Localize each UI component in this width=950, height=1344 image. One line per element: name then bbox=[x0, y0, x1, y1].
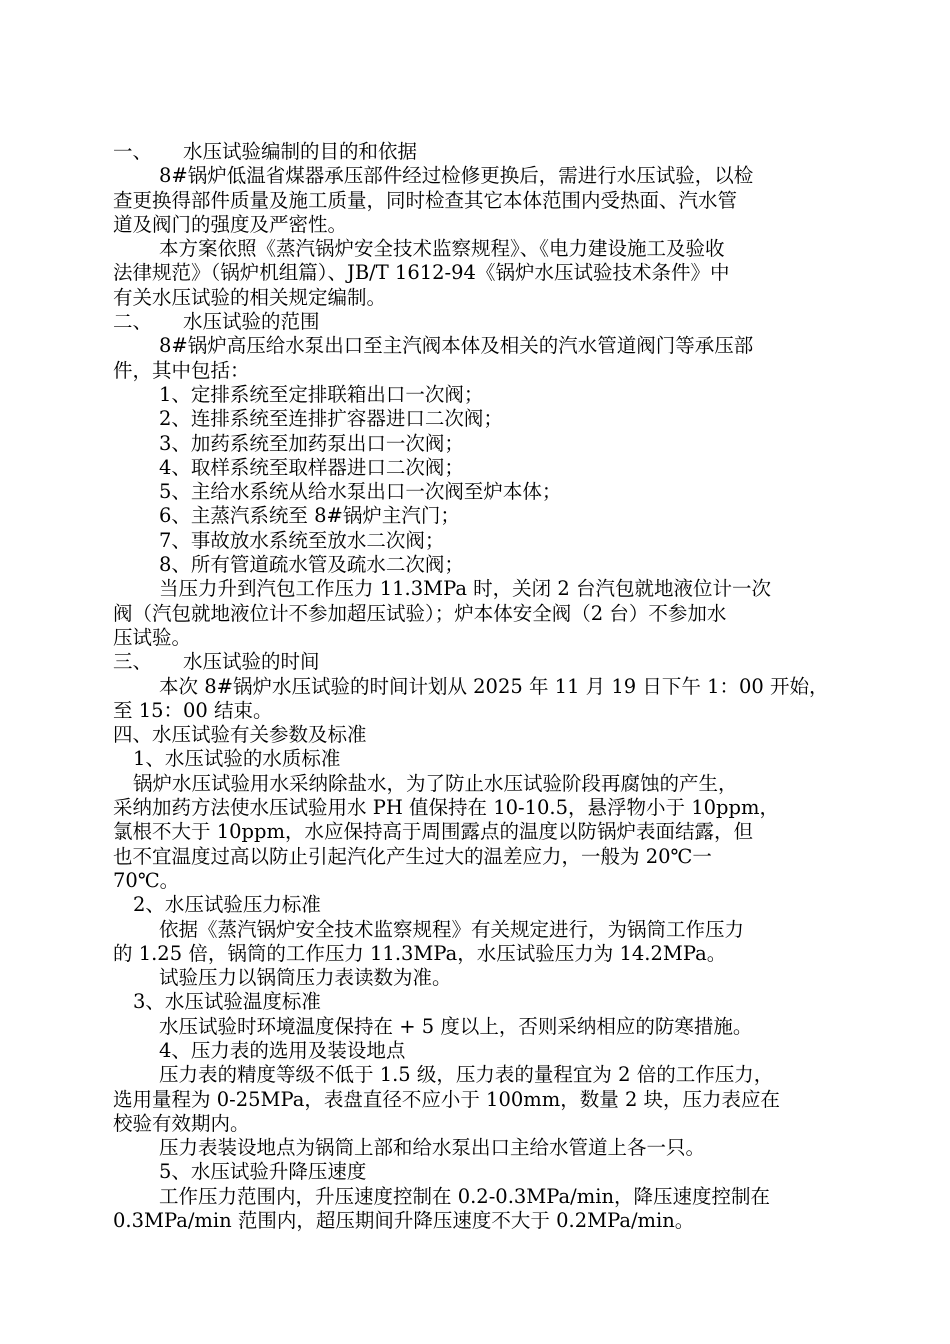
text-line: 试验压力以锅筒压力表读数为准。 bbox=[159, 966, 452, 990]
text-line: 工作压力范围内，升压速度控制在 0.2-0.3MPa/min，降压速度控制在 bbox=[159, 1184, 771, 1208]
text-line: 也不宜温度过高以防止引起汽化产生过大的温差应力，一般为 20℃一 bbox=[113, 844, 712, 868]
text-line: 本方案依照《蒸汽锅炉安全技术监察规程》、《电力建设施工及验收 bbox=[159, 237, 725, 261]
text-line: 4、取样系统至取样器进口二次阀； bbox=[159, 455, 464, 479]
section-heading bbox=[113, 310, 843, 334]
text-line: 5、水压试验升降压速度 bbox=[159, 1160, 367, 1184]
section-heading bbox=[113, 650, 843, 674]
text-line: 选用量程为 0-25MPa，表盘直径不应小于 100mm，数量 2 块，压力表应在 bbox=[113, 1087, 781, 1111]
text-line: 5、主给水系统从给水泵出口一次阀至炉本体； bbox=[159, 480, 562, 504]
section-number: 三、 bbox=[113, 650, 153, 674]
text-line: 件，其中包括： bbox=[113, 358, 250, 382]
text-line: 至 15：00 结束。 bbox=[113, 698, 273, 722]
text-line: 3、加药系统至加药泵出口一次阀； bbox=[159, 431, 464, 455]
text-line: 70℃。 bbox=[113, 868, 180, 892]
section-heading bbox=[113, 140, 843, 164]
text-line: 6、主蒸汽系统至 8#锅炉主汽门； bbox=[159, 504, 460, 528]
text-line: 锅炉水压试验用水采纳除盐水，为了防止水压试验阶段再腐蚀的产生， bbox=[133, 771, 738, 795]
text-line: 有关水压试验的相关规定编制。 bbox=[113, 285, 387, 309]
text-line: 4、压力表的选用及装设地点 bbox=[159, 1038, 406, 1062]
text-line: 1、定排系统至定排联箱出口一次阀； bbox=[159, 382, 484, 406]
text-line: 压力表装设地点为锅筒上部和给水泵出口主给水管道上各一只。 bbox=[159, 1136, 706, 1160]
text-line: 采纳加药方法使水压试验用水 PH 值保持在 10-10.5，悬浮物小于 10ppm， bbox=[113, 796, 780, 820]
section-title: 水压试验编制的目的和依据 bbox=[183, 140, 418, 163]
text-line: 8#锅炉低温省煤器承压部件经过检修更换后，需进行水压试验，以检 bbox=[159, 164, 754, 188]
text-line: 氯根不大于 10ppm，水应保持高于周围露点的温度以防锅炉表面结露，但 bbox=[113, 820, 753, 844]
section-number: 一、 bbox=[113, 140, 153, 163]
document-body bbox=[113, 140, 843, 1233]
text-line: 3、水压试验温度标准 bbox=[133, 990, 321, 1014]
text-line: 2、水压试验压力标准 bbox=[133, 893, 321, 917]
text-line: 阀（汽包就地液位计不参加超压试验）；炉本体安全阀（2 台）不参加水 bbox=[113, 601, 727, 625]
section-title: 水压试验的范围 bbox=[183, 310, 320, 334]
text-line: 道及阀门的强度及严密性。 bbox=[113, 212, 348, 236]
text-line: 的 1.25 倍，锅筒的工作压力 11.3MPa，水压试验压力为 14.2MPa。 bbox=[113, 941, 727, 965]
text-line: 本次 8#锅炉水压试验的时间计划从 2025 年 11 月 19 日下午 1：00 开始， bbox=[159, 674, 829, 698]
text-line: 8#锅炉高压给水泵出口至主汽阀本体及相关的汽水管道阀门等承压部 bbox=[159, 334, 754, 358]
text-line: 水压试验时环境温度保持在 + 5 度以上，否则采纳相应的防寒措施。 bbox=[159, 1014, 753, 1038]
section-number: 二、 bbox=[113, 310, 153, 334]
text-line: 2、连排系统至连排扩容器进口二次阀； bbox=[159, 407, 503, 431]
text-line: 8、所有管道疏水管及疏水二次阀； bbox=[159, 553, 464, 577]
text-line: 0.3MPa/min 范围内，超压期间升降压速度不大于 0.2MPa/min。 bbox=[113, 1209, 695, 1233]
text-line: 四、水压试验有关参数及标准 bbox=[113, 723, 367, 747]
text-line: 校验有效期内。 bbox=[113, 1111, 250, 1135]
text-line: 法律规范》（锅炉机组篇）、JB/T 1612-94《锅炉水压试验技术条件》中 bbox=[113, 261, 730, 285]
text-line: 当压力升到汽包工作压力 11.3MPa 时，关闭 2 台汽包就地液位计一次 bbox=[159, 577, 771, 601]
section-title: 水压试验的时间 bbox=[183, 650, 320, 674]
text-line: 压试验。 bbox=[113, 625, 192, 649]
text-line: 压力表的精度等级不低于 1.5 级，压力表的量程宜为 2 倍的工作压力， bbox=[159, 1063, 774, 1087]
text-line: 依据《蒸汽锅炉安全技术监察规程》有关规定进行，为锅筒工作压力 bbox=[159, 917, 745, 941]
text-line: 查更换得部件质量及施工质量，同时检查其它本体范围内受热面、汽水管 bbox=[113, 188, 738, 212]
text-line: 7、事故放水系统至放水二次阀； bbox=[159, 528, 445, 552]
text-line: 1、水压试验的水质标准 bbox=[133, 747, 341, 771]
